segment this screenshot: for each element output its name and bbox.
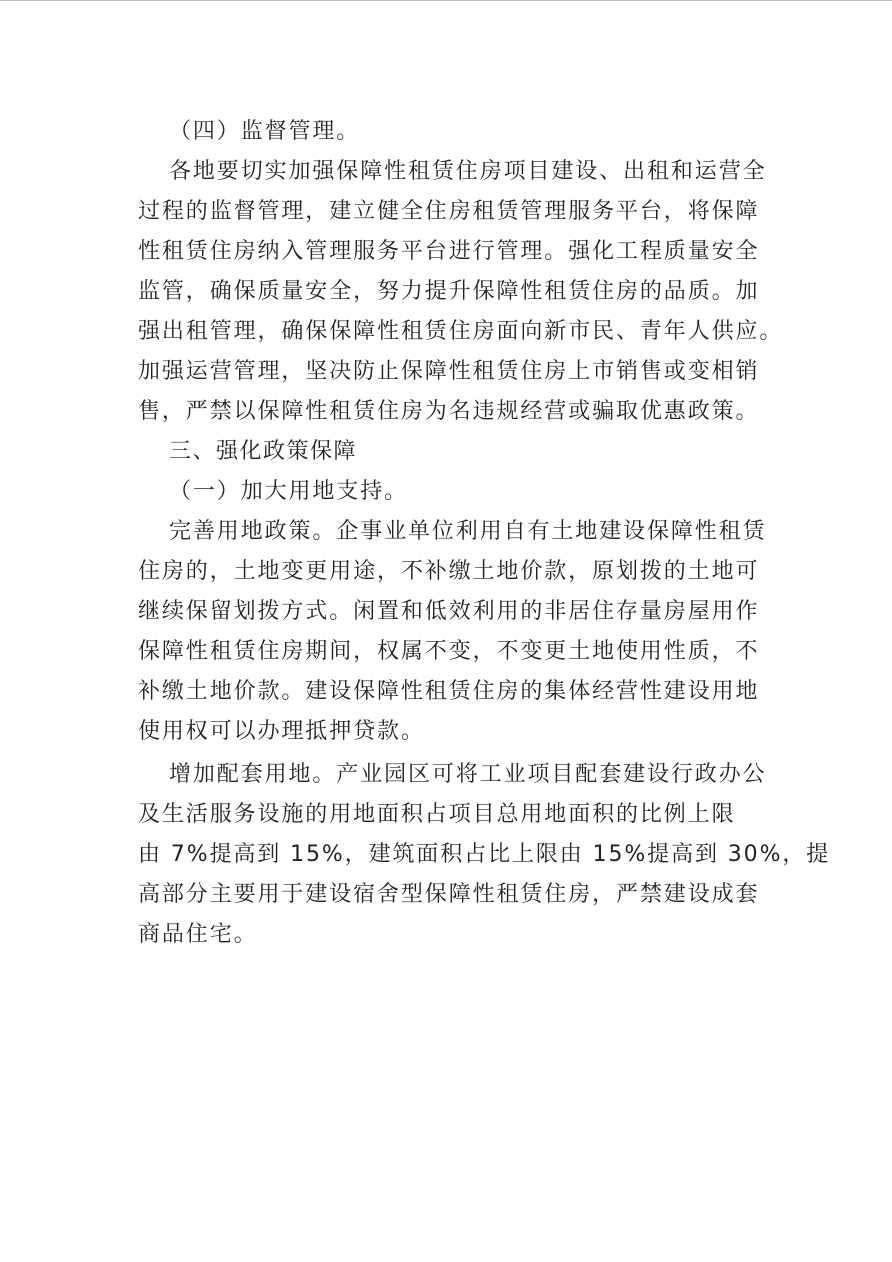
paragraph-line: 性租赁住房纳入管理服务平台进行管理。强化工程质量安全 xyxy=(138,239,760,264)
paragraph-line: 使用权可以办理抵押贷款。 xyxy=(138,719,425,744)
document-body xyxy=(138,112,831,955)
paragraph-line: 各地要切实加强保障性租赁住房项目建设、出租和运营全 xyxy=(169,159,767,184)
paragraph-line: 商品住宅。 xyxy=(138,922,258,947)
paragraph-line: 由 7%提高到 15%，建筑面积占比上限由 15%提高到 30%，提 xyxy=(138,842,831,867)
paragraph-line: 继续保留划拨方式。闲置和低效利用的非居住存量房屋用作 xyxy=(138,599,760,624)
paragraph-line: 过程的监督管理，建立健全住房租赁管理服务平台，将保障 xyxy=(138,199,760,224)
paragraph-line: 补缴土地价款。建设保障性租赁住房的集体经营性建设用地 xyxy=(138,679,760,704)
paragraph-line: 及生活服务设施的用地面积占项目总用地面积的比例上限 xyxy=(138,802,736,827)
subsection-heading-land-support: （一）加大用地支持。 xyxy=(169,479,409,504)
paragraph-line: 售，严禁以保障性租赁住房为名违规经营或骗取优惠政策。 xyxy=(138,399,760,424)
paragraph-line: 加强运营管理，坚决防止保障性租赁住房上市销售或变相销 xyxy=(138,359,760,384)
paragraph-line: 高部分主要用于建设宿舍型保障性租赁住房，严禁建设成套 xyxy=(138,882,760,907)
paragraph-line: 强出租管理，确保保障性租赁住房面向新市民、青年人供应。 xyxy=(138,319,784,344)
paragraph-line: 保障性租赁住房期间，权属不变，不变更土地使用性质，不 xyxy=(138,639,760,664)
paragraph-line: 完善用地政策。企事业单位利用自有土地建设保障性租赁 xyxy=(169,519,767,544)
paragraph-line: 增加配套用地。产业园区可将工业项目配套建设行政办公 xyxy=(169,762,767,787)
subsection-heading-supervision: （四）监督管理。 xyxy=(169,119,361,144)
top-border-rule xyxy=(0,0,892,1)
paragraph-line: 住房的，土地变更用途，不补缴土地价款，原划拨的土地可 xyxy=(138,559,760,584)
paragraph-line: 监管，确保质量安全，努力提升保障性租赁住房的品质。加 xyxy=(138,279,760,304)
section-heading-policy-guarantee: 三、强化政策保障 xyxy=(169,439,358,464)
